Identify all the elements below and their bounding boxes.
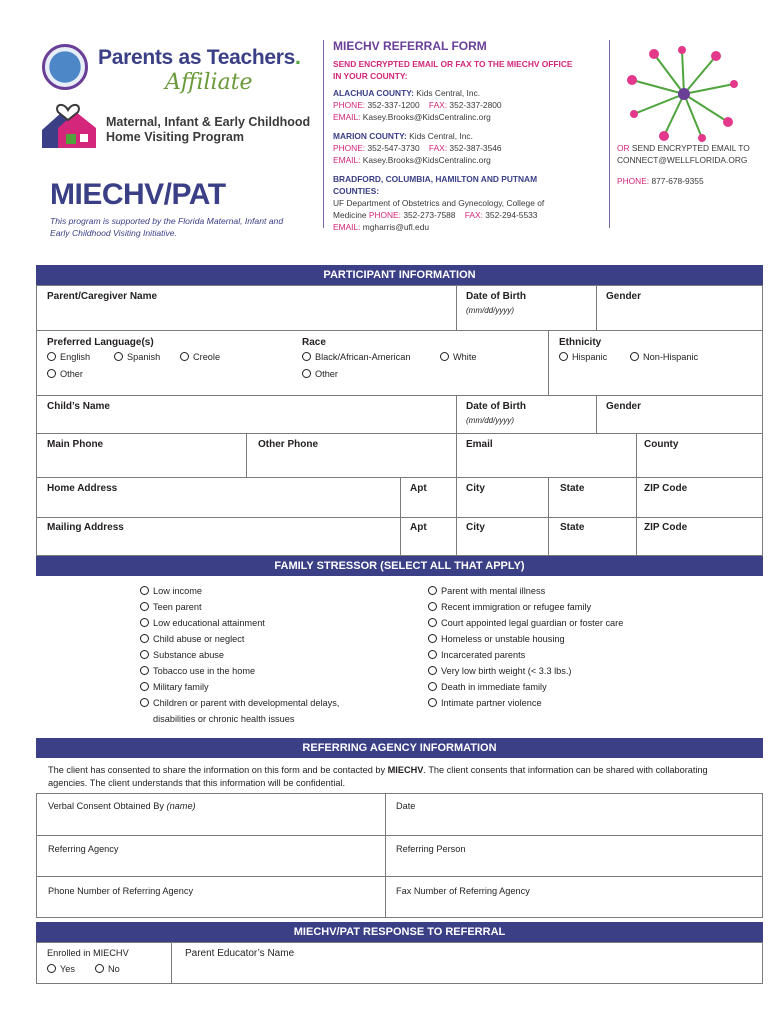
response-box bbox=[36, 942, 763, 984]
stressor-section-title: FAMILY STRESSOR (SELECT ALL THAT APPLY) bbox=[36, 556, 763, 576]
language-spanish-checkbox[interactable]: Spanish bbox=[114, 352, 160, 362]
stressor-child-abuse-checkbox[interactable]: Child abuse or neglect bbox=[140, 634, 244, 644]
rule bbox=[36, 835, 763, 836]
referring-agency-field[interactable]: Referring Agency bbox=[48, 844, 119, 854]
race-black-checkbox[interactable]: Black/African-American bbox=[302, 352, 410, 362]
miechv-house-icon bbox=[38, 102, 102, 150]
stressor-partner-violence-checkbox[interactable]: Intimate partner violence bbox=[428, 698, 542, 708]
child-name-field[interactable]: Child’s Name bbox=[47, 401, 110, 412]
enrolled-no-radio[interactable]: No bbox=[95, 964, 120, 974]
email-field[interactable]: Email bbox=[466, 439, 493, 450]
rule bbox=[636, 477, 637, 556]
consent-text: The client has consented to share the information on this form and be contacted by MIECHV. The client consents that information can be shared with collaborating agencies. The client understands that this information will be confidential. bbox=[48, 765, 708, 788]
response-section-title: MIECHV/PAT RESPONSE TO REFERRAL bbox=[36, 922, 763, 942]
mailing-city-field[interactable]: City bbox=[466, 522, 485, 533]
rule bbox=[456, 395, 457, 433]
parent-name-field[interactable]: Parent/Caregiver Name bbox=[47, 291, 158, 302]
enrolled-label: Enrolled in MIECHV bbox=[47, 948, 129, 958]
child-gender-field[interactable]: Gender bbox=[606, 401, 642, 412]
parent-dob-field[interactable]: Date of Birth bbox=[466, 291, 526, 302]
program-title-line2: Home Visiting Program bbox=[106, 130, 244, 144]
bradford-contact: BRADFORD, COLUMBIA, HAMILTON AND PUTNAM COUNTIES: UF Department of Obstetrics and Gynecology, College of Medicine PHONE: 352-273-7588 FAX: 352-294-5533 EMAIL: mgharris@ufl.edu bbox=[333, 174, 545, 232]
stressor-birth-weight-checkbox[interactable]: Very low birth weight (< 3.3 lbs.) bbox=[428, 666, 571, 676]
parent-educator-name-field[interactable]: Parent Educator’s Name bbox=[185, 948, 295, 959]
header-divider-left bbox=[323, 40, 324, 228]
verbal-consent-field[interactable]: Verbal Consent Obtained By (name) bbox=[48, 801, 196, 811]
ethnicity-nonhispanic-checkbox[interactable]: Non-Hispanic bbox=[630, 352, 698, 362]
language-other-checkbox[interactable]: Other bbox=[47, 369, 83, 379]
stressor-foster-care-checkbox[interactable]: Court appointed legal guardian or foster care bbox=[428, 618, 623, 628]
race-white-checkbox[interactable]: White bbox=[440, 352, 477, 362]
ethnicity-label: Ethnicity bbox=[559, 337, 602, 348]
mailing-zip-field[interactable]: ZIP Code bbox=[644, 522, 688, 533]
child-dob-field[interactable]: Date of Birth bbox=[466, 401, 526, 412]
support-text: This program is supported by the Florida Maternal, Infant and Early Childhood Visiting Initiative. bbox=[50, 216, 284, 238]
race-other-checkbox[interactable]: Other bbox=[302, 369, 338, 379]
pat-logo-affiliate: Affiliate bbox=[165, 70, 253, 95]
rule bbox=[385, 793, 386, 918]
rule bbox=[596, 395, 597, 433]
stressor-developmental-checkbox[interactable]: Children or parent with developmental delays, bbox=[140, 698, 339, 708]
wellflorida-burst-icon bbox=[624, 44, 744, 144]
home-apt-field[interactable]: Apt bbox=[410, 483, 427, 494]
enrolled-yes-radio[interactable]: Yes bbox=[47, 964, 75, 974]
home-city-field[interactable]: City bbox=[466, 483, 485, 494]
language-creole-checkbox[interactable]: Creole bbox=[180, 352, 220, 362]
stressor-developmental-continuation: disabilities or chronic health issues bbox=[153, 714, 295, 724]
alt-phone: PHONE: 877-678-9355 bbox=[617, 176, 704, 186]
page-title: MIECHV/PAT bbox=[50, 178, 226, 211]
agency-phone-field[interactable]: Phone Number of Referring Agency bbox=[48, 886, 194, 896]
pat-logo-title: Parents as Teachers. bbox=[98, 46, 301, 69]
alachua-contact: ALACHUA COUNTY: Kids Central, Inc. PHONE: 352-337-1200 FAX: 352-337-2800 EMAIL: Kasey.Brooks@KidsCentralinc.org bbox=[333, 88, 502, 122]
home-state-field[interactable]: State bbox=[560, 483, 585, 494]
alt-email: CONNECT@WELLFLORIDA.ORG bbox=[617, 155, 748, 165]
alt-contact: OR SEND ENCRYPTED EMAIL TO CONNECT@WELLFLORIDA.ORG bbox=[617, 142, 757, 166]
rule bbox=[456, 433, 457, 477]
mailing-apt-field[interactable]: Apt bbox=[410, 522, 427, 533]
stressor-tobacco-checkbox[interactable]: Tobacco use in the home bbox=[140, 666, 255, 676]
parent-gender-field[interactable]: Gender bbox=[606, 291, 642, 302]
header-divider-right bbox=[609, 40, 610, 228]
rule bbox=[36, 395, 763, 396]
consent-date-field[interactable]: Date bbox=[396, 801, 416, 811]
stressor-low-income-checkbox[interactable]: Low income bbox=[140, 586, 202, 596]
county-field[interactable]: County bbox=[644, 439, 679, 450]
race-label: Race bbox=[302, 337, 326, 348]
program-title-line1: Maternal, Infant & Early Childhood bbox=[106, 115, 311, 129]
agency-fax-field[interactable]: Fax Number of Referring Agency bbox=[396, 886, 530, 896]
rule bbox=[456, 477, 457, 556]
rule bbox=[36, 330, 763, 331]
rule bbox=[400, 477, 401, 556]
stressor-low-education-checkbox[interactable]: Low educational attainment bbox=[140, 618, 265, 628]
rule bbox=[246, 433, 247, 477]
home-zip-field[interactable]: ZIP Code bbox=[644, 483, 688, 494]
stressor-substance-abuse-checkbox[interactable]: Substance abuse bbox=[140, 650, 224, 660]
stressor-mental-illness-checkbox[interactable]: Parent with mental illness bbox=[428, 586, 545, 596]
child-dob-format: (mm/dd/yyyy) bbox=[466, 416, 514, 425]
pat-logo-icon bbox=[42, 44, 88, 90]
stressor-teen-parent-checkbox[interactable]: Teen parent bbox=[140, 602, 202, 612]
agency-box bbox=[36, 793, 763, 918]
rule bbox=[171, 942, 172, 984]
main-phone-field[interactable]: Main Phone bbox=[47, 439, 104, 450]
stressor-homeless-checkbox[interactable]: Homeless or unstable housing bbox=[428, 634, 565, 644]
other-phone-field[interactable]: Other Phone bbox=[258, 439, 319, 450]
stressor-military-checkbox[interactable]: Military family bbox=[140, 682, 209, 692]
rule bbox=[548, 477, 549, 556]
ethnicity-hispanic-checkbox[interactable]: Hispanic bbox=[559, 352, 607, 362]
language-english-checkbox[interactable]: English bbox=[47, 352, 90, 362]
participant-section-title: PARTICIPANT INFORMATION bbox=[36, 265, 763, 285]
agency-section-title: REFERRING AGENCY INFORMATION bbox=[36, 738, 763, 758]
stressor-death-checkbox[interactable]: Death in immediate family bbox=[428, 682, 547, 692]
referral-form-title: MIECHV REFERRAL FORM bbox=[333, 39, 487, 53]
mailing-state-field[interactable]: State bbox=[560, 522, 585, 533]
rule bbox=[596, 285, 597, 330]
parent-dob-format: (mm/dd/yyyy) bbox=[466, 306, 514, 315]
rule bbox=[456, 285, 457, 330]
marion-contact: MARION COUNTY: Kids Central, Inc. PHONE: 352-547-3730 FAX: 352-387-3546 EMAIL: Kasey.Brooks@KidsCentralinc.org bbox=[333, 131, 502, 165]
miechv-program-title bbox=[106, 115, 310, 145]
home-address-field[interactable]: Home Address bbox=[47, 483, 118, 494]
language-label: Preferred Language(s) bbox=[47, 337, 154, 348]
referring-person-field[interactable]: Referring Person bbox=[396, 844, 466, 854]
mailing-address-field[interactable]: Mailing Address bbox=[47, 522, 124, 533]
rule bbox=[36, 433, 763, 434]
stressor-incarcerated-checkbox[interactable]: Incarcerated parents bbox=[428, 650, 525, 660]
rule bbox=[636, 433, 637, 477]
stressor-immigration-checkbox[interactable]: Recent immigration or refugee family bbox=[428, 602, 591, 612]
rule bbox=[548, 330, 549, 395]
send-instruction: SEND ENCRYPTED EMAIL OR FAX TO THE MIECHV OFFICE IN YOUR COUNTY: bbox=[333, 59, 573, 81]
rule bbox=[36, 876, 763, 877]
